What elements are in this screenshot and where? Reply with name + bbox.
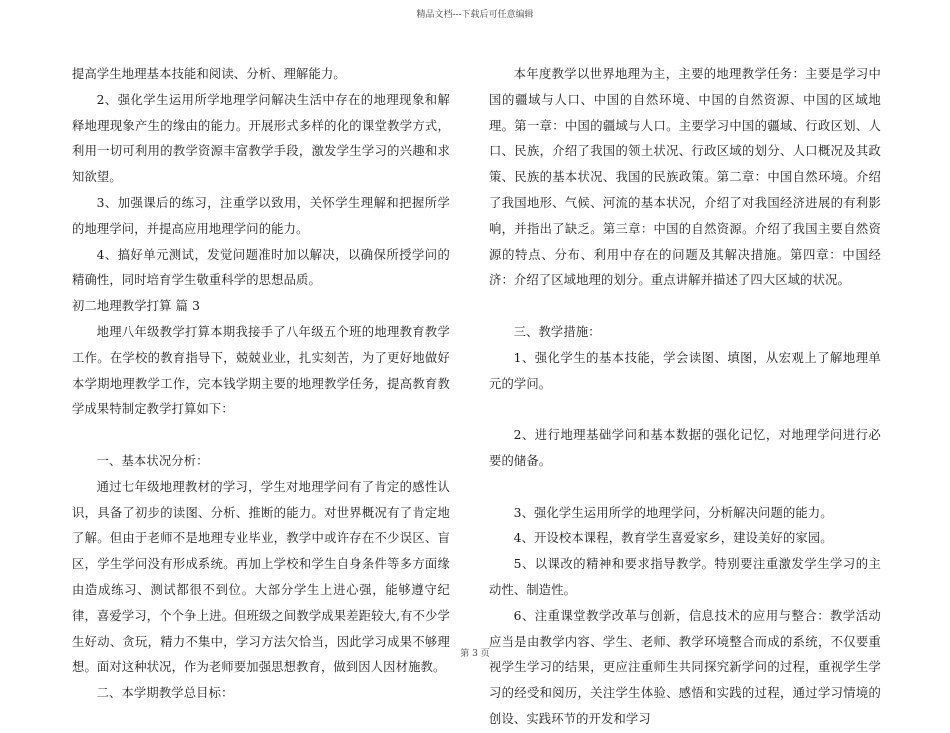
list-item: 4、开设校本课程，教育学生喜爱家乡，建设美好的家园。 (513, 531, 833, 546)
right-column (489, 62, 881, 733)
paragraph: 地理八年级教学打算本期我接手了八年级五个班的地理教育教学工作。在学校的教育指导下，兢兢业业，扎实刻苦，为了更好地做好本学期地理教学工作，完本钱学期主要的地理教学任务，提高教育教学成果特制定教学打算如下： (72, 324, 450, 417)
paragraph: 4、搞好单元测试，发觉问题准时加以解决，以确保所授学问的精确性，同时培育学生敬重科学的思想品质。 (72, 247, 450, 288)
section-heading: 三、教学措施： (513, 324, 601, 339)
page-number: 第 3 页 (460, 649, 490, 659)
paragraph: 通过七年级地理教材的学习，学生对地理学问有了肯定的感性认识，具备了初步的读图、分析、推断的能力。对世界概况有了肯定地了解。但由于老师不是地理专业毕业，教学中或许存在不少误区、盲区，学生学问没有形成系统。再加上学校和学生自身条件等多方面缘由造成练习、测试都很不到位。大部分学生上进心强，能够遵守纪律，喜爱学习，个个争上进。但班级之间教学成果差距较大,有不少学生好动、贪玩，精力不集中，学习方法欠恰当，因此学习成果不够理想。面对这种状况，作为老师要加强思想教育，做到因人因材施教。 (72, 479, 450, 675)
paragraph: 提高学生地理基本技能和阅读、分析、理解能力。 (72, 67, 346, 81)
section-heading: 二、本学期教学总目标： (96, 686, 234, 701)
paragraph: 2、强化学生运用所学地理学问解决生活中存在的地理现象和解释地理现象产生的缘由的能力。开展形式多样的化的课堂教学方式，利用一切可利用的教学资源丰富教学手段，激发学生学习的兴趣和求知欲望。 (72, 92, 450, 185)
list-item: 3、强化学生运用所学的地理学问，分析解决问题的能力。 (513, 505, 833, 520)
list-item: 5、以课改的精神和要求指导教学。特别要注重激发学生学习的主动性、制造性。 (489, 557, 881, 597)
paragraph: 本年度教学以世界地理为主，主要的地理教学任务：主要是学习中国的疆域与人口、中国的自然环境、中国的自然资源、中国的区域地理。第一章：中国的疆域与人口。主要学习中国的疆域、行政区划、人口、民族，介绍了我国的领土状况、行政区域的划分、人口概况及其政策、民族的基本状况、我国的民族政策。第二章：中国自然环境。介绍了我国地形、气候、河流的基本状况，介绍了对我国经济进展的有利影响，并指出了缺乏。第三章：中国的自然资源。介绍了我国主要自然资源的特点、分布、利用中存在的问题及其解决措施。第四章：中国经济：介绍了区域地理的划分。重点讲解并描述了四大区域的状况。 (489, 67, 881, 288)
paragraph: 3、加强课后的练习，注重学以致用，关怀学生理解和把握所学的地理学问，并提高应用地理学问的能力。 (72, 195, 450, 236)
section-title: 初二地理教学打算 篇 3 (72, 299, 201, 314)
left-column (72, 62, 450, 707)
section-heading: 一、基本状况分析： (96, 453, 209, 468)
page-header: 精品文档---下载后可任意编辑 (416, 10, 534, 20)
list-item: 2、进行地理基础学问和基本数据的强化记忆，对地理学问进行必要的储备。 (489, 428, 881, 468)
list-item: 6、注重课堂教学改革与创新，信息技术的应用与整合：教学活动应当是由教学内容、学生、老师、教学环境整合而成的系统，不仅要重视学生学习的结果，更应注重师生共同探究新学问的过程，重视学生学习的经受和阅历，关注学生体验、感悟和实践的过程，通过学习情境的创设、实践环节的开发和学习 (489, 608, 881, 726)
list-item: 1、强化学生的基本技能，学会读图、填图，从宏观上了解地理单元的学问。 (489, 350, 881, 391)
